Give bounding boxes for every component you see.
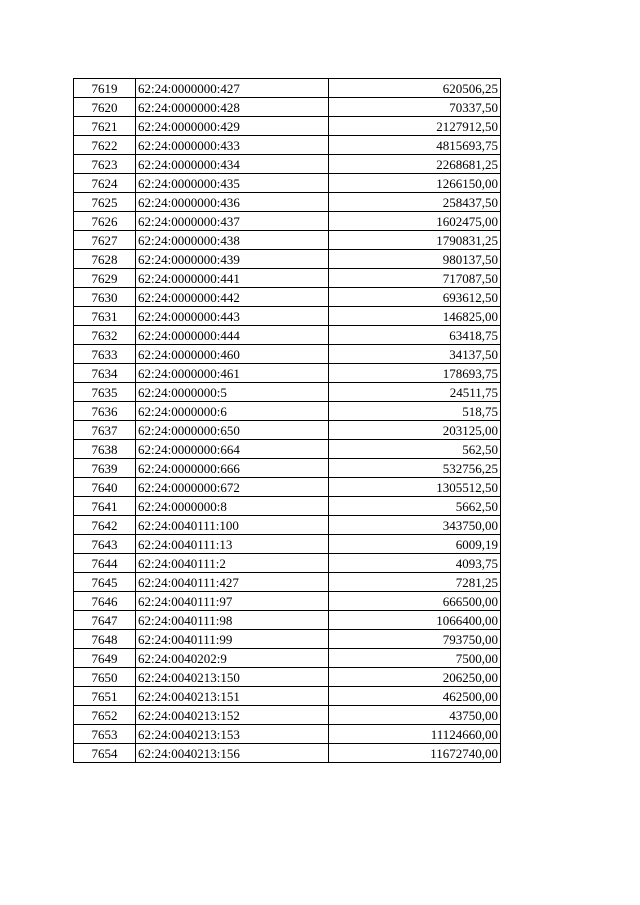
row-number-cell: 7624 [74, 174, 136, 193]
value-cell: 4815693,75 [329, 136, 501, 155]
cadastral-number-cell: 62:24:0000000:461 [136, 364, 329, 383]
value-cell: 2268681,25 [329, 155, 501, 174]
row-number-cell: 7654 [74, 744, 136, 763]
cadastral-number-cell: 62:24:0040111:97 [136, 592, 329, 611]
table-row [74, 535, 501, 554]
table-row [74, 326, 501, 345]
table-row [74, 250, 501, 269]
value-cell: 206250,00 [329, 668, 501, 687]
row-number-cell: 7652 [74, 706, 136, 725]
row-number-cell: 7647 [74, 611, 136, 630]
table-row [74, 288, 501, 307]
value-cell: 178693,75 [329, 364, 501, 383]
cadastral-number-cell: 62:24:0000000:650 [136, 421, 329, 440]
cadastral-number-cell: 62:24:0000000:436 [136, 193, 329, 212]
table-body [74, 79, 501, 763]
value-cell: 2127912,50 [329, 117, 501, 136]
cadastral-number-cell: 62:24:0000000:429 [136, 117, 329, 136]
cadastral-value-table [73, 78, 501, 763]
value-cell: 620506,25 [329, 79, 501, 98]
cadastral-number-cell: 62:24:0000000:8 [136, 497, 329, 516]
table-row [74, 193, 501, 212]
cadastral-number-cell: 62:24:0000000:438 [136, 231, 329, 250]
row-number-cell: 7642 [74, 516, 136, 535]
row-number-cell: 7653 [74, 725, 136, 744]
table-row [74, 212, 501, 231]
row-number-cell: 7643 [74, 535, 136, 554]
value-cell: 717087,50 [329, 269, 501, 288]
row-number-cell: 7648 [74, 630, 136, 649]
cadastral-number-cell: 62:24:0000000:672 [136, 478, 329, 497]
table-row [74, 383, 501, 402]
row-number-cell: 7629 [74, 269, 136, 288]
row-number-cell: 7646 [74, 592, 136, 611]
value-cell: 70337,50 [329, 98, 501, 117]
table-row [74, 573, 501, 592]
table-row [74, 497, 501, 516]
cadastral-number-cell: 62:24:0040213:150 [136, 668, 329, 687]
cadastral-number-cell: 62:24:0000000:434 [136, 155, 329, 174]
cadastral-number-cell: 62:24:0000000:428 [136, 98, 329, 117]
row-number-cell: 7631 [74, 307, 136, 326]
table-row [74, 307, 501, 326]
row-number-cell: 7628 [74, 250, 136, 269]
value-cell: 203125,00 [329, 421, 501, 440]
cadastral-number-cell: 62:24:0040111:100 [136, 516, 329, 535]
table-row [74, 402, 501, 421]
cadastral-number-cell: 62:24:0000000:441 [136, 269, 329, 288]
cadastral-number-cell: 62:24:0040213:151 [136, 687, 329, 706]
table-row [74, 174, 501, 193]
cadastral-number-cell: 62:24:0040213:152 [136, 706, 329, 725]
table-row [74, 155, 501, 174]
cadastral-number-cell: 62:24:0000000:439 [136, 250, 329, 269]
table-row [74, 269, 501, 288]
row-number-cell: 7627 [74, 231, 136, 250]
table-row [74, 687, 501, 706]
value-cell: 4093,75 [329, 554, 501, 573]
row-number-cell: 7622 [74, 136, 136, 155]
value-cell: 11672740,00 [329, 744, 501, 763]
row-number-cell: 7644 [74, 554, 136, 573]
cadastral-number-cell: 62:24:0040202:9 [136, 649, 329, 668]
cadastral-number-cell: 62:24:0000000:444 [136, 326, 329, 345]
value-cell: 258437,50 [329, 193, 501, 212]
table-row [74, 706, 501, 725]
value-cell: 24511,75 [329, 383, 501, 402]
cadastral-number-cell: 62:24:0000000:442 [136, 288, 329, 307]
table-row [74, 630, 501, 649]
value-cell: 1266150,00 [329, 174, 501, 193]
table-row [74, 231, 501, 250]
value-cell: 6009,19 [329, 535, 501, 554]
row-number-cell: 7632 [74, 326, 136, 345]
value-cell: 980137,50 [329, 250, 501, 269]
row-number-cell: 7649 [74, 649, 136, 668]
row-number-cell: 7637 [74, 421, 136, 440]
cadastral-number-cell: 62:24:0000000:666 [136, 459, 329, 478]
table-row [74, 79, 501, 98]
value-cell: 666500,00 [329, 592, 501, 611]
row-number-cell: 7635 [74, 383, 136, 402]
cadastral-number-cell: 62:24:0000000:433 [136, 136, 329, 155]
cadastral-number-cell: 62:24:0040111:99 [136, 630, 329, 649]
value-cell: 34137,50 [329, 345, 501, 364]
cadastral-number-cell: 62:24:0000000:5 [136, 383, 329, 402]
table-row [74, 459, 501, 478]
row-number-cell: 7623 [74, 155, 136, 174]
cadastral-number-cell: 62:24:0000000:437 [136, 212, 329, 231]
cadastral-number-cell: 62:24:0040213:156 [136, 744, 329, 763]
value-cell: 532756,25 [329, 459, 501, 478]
cadastral-number-cell: 62:24:0040111:13 [136, 535, 329, 554]
table-row [74, 592, 501, 611]
table-row [74, 364, 501, 383]
value-cell: 43750,00 [329, 706, 501, 725]
value-cell: 1602475,00 [329, 212, 501, 231]
value-cell: 693612,50 [329, 288, 501, 307]
row-number-cell: 7625 [74, 193, 136, 212]
row-number-cell: 7626 [74, 212, 136, 231]
cadastral-number-cell: 62:24:0040213:153 [136, 725, 329, 744]
table-row [74, 421, 501, 440]
table-row [74, 725, 501, 744]
cadastral-number-cell: 62:24:0000000:6 [136, 402, 329, 421]
row-number-cell: 7638 [74, 440, 136, 459]
table-row [74, 136, 501, 155]
table-row [74, 478, 501, 497]
value-cell: 7500,00 [329, 649, 501, 668]
row-number-cell: 7639 [74, 459, 136, 478]
cadastral-number-cell: 62:24:0040111:98 [136, 611, 329, 630]
value-cell: 518,75 [329, 402, 501, 421]
value-cell: 793750,00 [329, 630, 501, 649]
row-number-cell: 7634 [74, 364, 136, 383]
row-number-cell: 7641 [74, 497, 136, 516]
cadastral-number-cell: 62:24:0000000:443 [136, 307, 329, 326]
cadastral-number-cell: 62:24:0000000:435 [136, 174, 329, 193]
value-cell: 5662,50 [329, 497, 501, 516]
cadastral-number-cell: 62:24:0040111:2 [136, 554, 329, 573]
table-row [74, 440, 501, 459]
value-cell: 7281,25 [329, 573, 501, 592]
value-cell: 1066400,00 [329, 611, 501, 630]
table-row [74, 554, 501, 573]
value-cell: 562,50 [329, 440, 501, 459]
cadastral-number-cell: 62:24:0000000:427 [136, 79, 329, 98]
value-cell: 63418,75 [329, 326, 501, 345]
value-cell: 462500,00 [329, 687, 501, 706]
value-cell: 146825,00 [329, 307, 501, 326]
row-number-cell: 7645 [74, 573, 136, 592]
row-number-cell: 7621 [74, 117, 136, 136]
table-row [74, 668, 501, 687]
row-number-cell: 7620 [74, 98, 136, 117]
row-number-cell: 7633 [74, 345, 136, 364]
row-number-cell: 7651 [74, 687, 136, 706]
table-row [74, 98, 501, 117]
cadastral-number-cell: 62:24:0000000:460 [136, 345, 329, 364]
table-row [74, 649, 501, 668]
cadastral-number-cell: 62:24:0040111:427 [136, 573, 329, 592]
table-row [74, 744, 501, 763]
row-number-cell: 7630 [74, 288, 136, 307]
table-row [74, 516, 501, 535]
value-cell: 1305512,50 [329, 478, 501, 497]
value-cell: 1790831,25 [329, 231, 501, 250]
row-number-cell: 7640 [74, 478, 136, 497]
row-number-cell: 7619 [74, 79, 136, 98]
value-cell: 343750,00 [329, 516, 501, 535]
table-row [74, 117, 501, 136]
cadastral-number-cell: 62:24:0000000:664 [136, 440, 329, 459]
value-cell: 11124660,00 [329, 725, 501, 744]
table-row [74, 611, 501, 630]
table-row [74, 345, 501, 364]
row-number-cell: 7636 [74, 402, 136, 421]
row-number-cell: 7650 [74, 668, 136, 687]
